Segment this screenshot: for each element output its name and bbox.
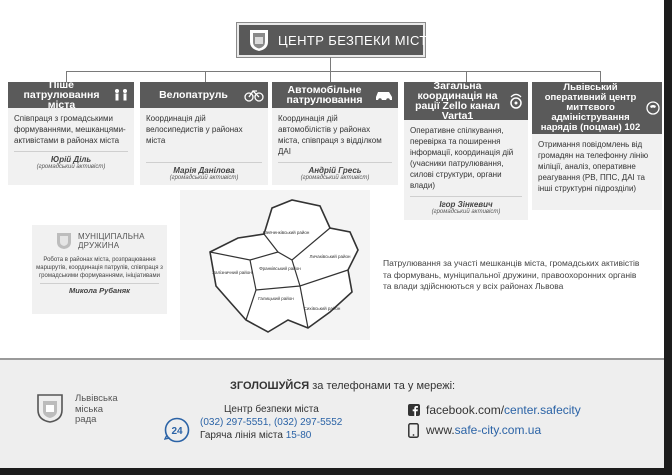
connector-line <box>330 57 331 71</box>
connector-line <box>330 71 331 82</box>
card-title: Піше патрулювання міста <box>23 79 100 111</box>
header-title: ЦЕНТР БЕЗПЕКИ МІСТА <box>278 32 437 48</box>
card-role: (громадський активіст) <box>431 209 501 215</box>
facebook-prefix: facebook.com/ <box>426 403 505 417</box>
dr-title-line: ДРУЖИНА <box>78 241 120 250</box>
map-label: Личаківський район <box>309 254 351 259</box>
connector-line <box>66 71 600 72</box>
badge-number: 24 <box>171 426 183 437</box>
card-bike-patrol <box>140 82 268 185</box>
card-zello-coordination <box>404 82 528 220</box>
phone-24-icon <box>164 417 190 443</box>
city-name-line: рада <box>75 414 97 425</box>
website-prefix: www. <box>426 423 455 437</box>
svg-text:Личаківський район <box>310 253 351 259</box>
map-label: Галицький район <box>258 296 294 301</box>
card-description: Оперативне спілкування, перевірка та поширення інформації, координація дій (учасники патрулювання, силові структури, органи влади) <box>410 126 514 190</box>
card-title: Львівський оперативний центр миттєвого адміністрування нарядів (поцман) 102 <box>540 82 641 133</box>
cta-text: за телефонами та у мережі: <box>309 380 456 392</box>
card-description: Отримання повідомлень від громадян на телефонну лінію міліції, аналіз, оперативне реагування (РВ, ППС, ДАІ та інші структурні підрозділи) <box>538 140 649 193</box>
cta-emphasis: ЗГОЛОШУЙСЯ <box>230 380 310 392</box>
bicycle-icon <box>244 88 264 102</box>
center-name: Центр безпеки міста <box>224 404 319 415</box>
smartphone-icon <box>408 423 419 438</box>
phone-102-icon <box>646 101 660 115</box>
hotline <box>200 430 311 441</box>
hotline-number[interactable]: 15-80 <box>285 430 312 441</box>
card-description: Співпраця з громадськими формуваннями, мешканцями-активістами в районах міста <box>14 114 126 145</box>
facebook-path: center.safecity <box>504 403 581 417</box>
pedestrians-icon <box>112 88 130 102</box>
hotline-label: Гаряча лінія міста <box>200 430 286 441</box>
website-link[interactable] <box>426 423 541 437</box>
phone-numbers[interactable]: (032) 297-5551, (032) 297-5552 <box>200 417 343 428</box>
connector-line <box>600 71 601 82</box>
card-person: Андрій Гресь <box>308 166 362 175</box>
lviv-districts-map <box>180 190 370 340</box>
card-person: Марія Данілова <box>173 166 235 175</box>
dr-title <box>78 232 145 250</box>
lviv-emblem-icon <box>248 28 270 52</box>
card-title: Велопатруль <box>159 89 228 101</box>
city-name-line: Львівська <box>75 393 118 404</box>
card-title: Загальна координація на рації Zello канал Varta1 <box>415 80 500 122</box>
card-title: Автомобільне патрулювання <box>286 84 363 106</box>
card-header <box>8 79 134 111</box>
map-label: Франківський район <box>259 266 301 271</box>
lviv-emblem-icon <box>56 232 72 250</box>
connector-line <box>205 71 206 82</box>
card-operations-center-102 <box>532 82 662 210</box>
svg-text:Сихівський район <box>304 305 341 311</box>
city-council-name <box>75 394 118 426</box>
svg-text:Шевченківський район <box>263 229 310 235</box>
card-description: Координація дій автомобілістів у районах міста, співпраця з відділком ДАІ <box>278 114 382 156</box>
card-description: Координація дій велосипедистів у районах міста <box>146 114 243 145</box>
facebook-icon <box>408 404 420 416</box>
facebook-link[interactable] <box>426 403 581 417</box>
card-municipal-guard <box>32 225 167 314</box>
scan-edge <box>664 0 672 475</box>
lviv-city-council-logo <box>36 393 64 423</box>
dr-title-line: МУНІЦИПАЛЬНА <box>78 232 145 241</box>
call-to-action <box>230 380 455 392</box>
svg-text:Франківський район <box>259 265 301 271</box>
svg-text:Залізничний район <box>212 269 252 275</box>
header-banner <box>237 23 437 57</box>
divider <box>146 162 262 163</box>
patrol-description: Патрулювання за участі мешканців міста, громадських активістів та формувань, муніципальної дружини, правоохоронних органів та влади здійснюються у всіх районах Львова <box>383 258 640 291</box>
map-label: Сихівський район <box>303 306 341 311</box>
dr-description: Робота в районах міста, розпрацювання маршрутів, координація патрулів, співпраця з громадськими формуваннями, ініціативами <box>36 257 163 279</box>
radio-icon <box>508 92 524 110</box>
card-header <box>404 82 528 120</box>
card-role: (громадський активіст) <box>300 175 370 181</box>
divider <box>0 358 664 360</box>
car-icon <box>374 88 394 102</box>
map-label: Залізничний район <box>212 270 252 275</box>
card-role: (громадський активіст) <box>169 175 239 181</box>
card-header <box>272 82 398 108</box>
dr-person: Микола Рубаняк <box>69 286 130 295</box>
divider <box>278 162 392 163</box>
divider <box>14 151 128 152</box>
website-domain: safe-city.com.ua <box>454 423 542 437</box>
divider <box>40 283 159 284</box>
card-person: Ігор Зінкевич <box>439 200 493 209</box>
svg-text:24 <box>171 426 183 437</box>
card-car-patrol <box>272 82 398 185</box>
card-header <box>532 82 662 134</box>
card-foot-patrol <box>8 79 134 185</box>
map-label: Шевченківський район <box>262 230 310 235</box>
divider <box>410 196 522 197</box>
dr-header <box>32 225 167 250</box>
card-person: Юрій Діль <box>50 155 92 164</box>
card-header <box>140 82 268 108</box>
district-map <box>180 190 370 340</box>
scan-edge <box>0 468 672 475</box>
card-role: (громадський активіст) <box>36 164 106 170</box>
city-name-line: міська <box>75 403 103 415</box>
svg-text:Галицький район <box>258 295 294 301</box>
